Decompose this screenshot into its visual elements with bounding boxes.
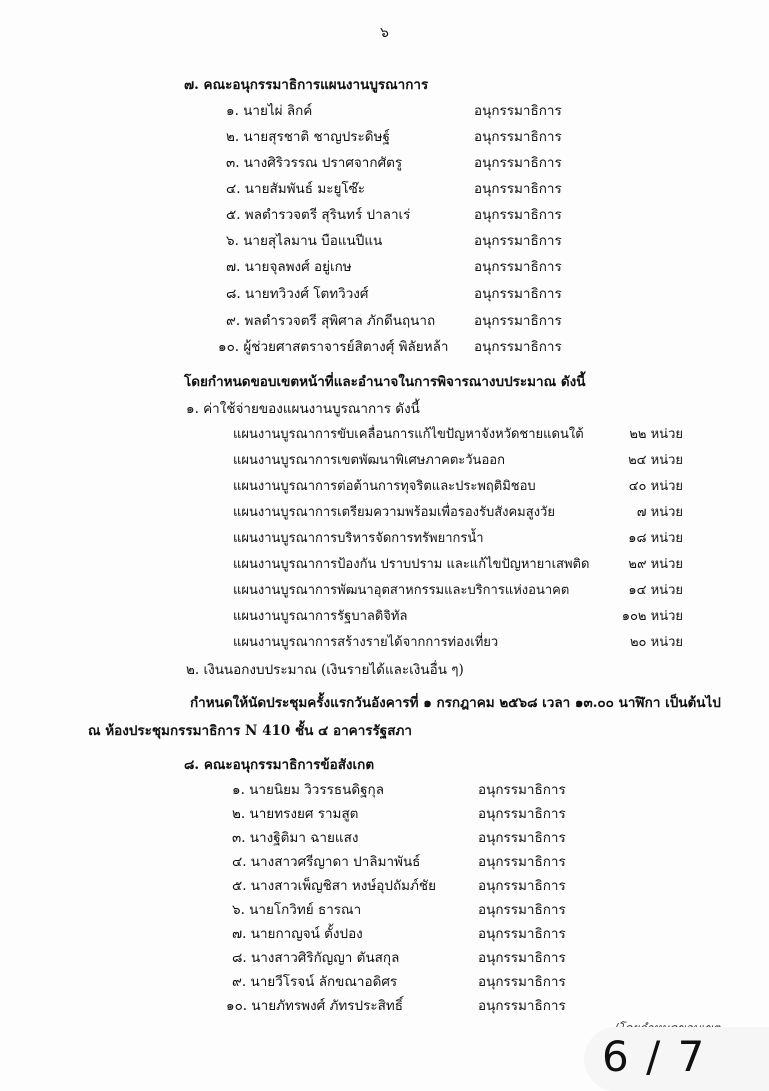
member-name: ๖. นายโกวิทย์ ธารณา bbox=[232, 902, 362, 918]
member-role: อนุกรรมาธิการ bbox=[474, 313, 562, 329]
member-name: ๙. พลตำรวจตรี สุพิศาล ภักดีนฤนาถ bbox=[226, 313, 436, 329]
scope-item-1: ๑. ค่าใช้จ่ายของแผนงานบูรณาการ ดังนี้ bbox=[186, 401, 420, 417]
member-role: อนุกรรมาธิการ bbox=[474, 129, 562, 145]
plan-units: ๒๐ หน่วย bbox=[629, 635, 683, 650]
plan-name: แผนงานบูรณาการเขตพัฒนาพิเศษภาคตะวันออก bbox=[233, 453, 505, 468]
section7-title: ๗. คณะอนุกรรมาธิการแผนงานบูรณาการ bbox=[184, 77, 429, 93]
member-name: ๙. นายวีโรจน์ ลักขณาอดิศร bbox=[232, 974, 398, 990]
member-name: ๓. นางศิริวรรณ ปราศจากศัตรู bbox=[226, 155, 403, 171]
section8-title: ๘. คณะอนุกรรมาธิการข้อสังเกต bbox=[184, 757, 375, 773]
member-name: ๖. นายสุไลมาน บือแนปีแน bbox=[226, 233, 383, 249]
plan-units: ๒๒ หน่วย bbox=[629, 427, 683, 442]
member-role: อนุกรรมาธิการ bbox=[474, 233, 562, 249]
member-name: ๗. นายจุลพงศ์ อยู่เกษ bbox=[226, 259, 352, 275]
plan-name: แผนงานบูรณาการขับเคลื่อนการแก้ไขปัญหาจังหวัดชายแดนใต้ bbox=[233, 427, 584, 442]
plan-units: ๗ หน่วย bbox=[636, 505, 683, 520]
member-name: ๕. นางสาวเพ็ญชิสา หงษ์อุปถัมภ์ชัย bbox=[232, 878, 437, 894]
member-name: ๘. นางสาวศิริกัญญา ตันสกุล bbox=[232, 950, 400, 966]
member-role: อนุกรรมาธิการ bbox=[478, 806, 566, 822]
member-role: อนุกรรมาธิการ bbox=[478, 782, 566, 798]
member-name: ๑๐. ผู้ช่วยศาสตราจารย์สิตางศุ์ พิลัยหล้า bbox=[218, 339, 449, 355]
page-number: ๖ bbox=[380, 25, 389, 41]
member-name: ๔. นายสัมพันธ์ มะยูโซ๊ะ bbox=[226, 181, 366, 197]
member-role: อนุกรรมาธิการ bbox=[478, 854, 566, 870]
member-name: ๑. นายนิยม วิวรรธนดิฐกุล bbox=[232, 782, 384, 798]
plan-units: ๑๔ หน่วย bbox=[628, 583, 683, 598]
plan-name: แผนงานบูรณาการต่อต้านการทุจริตและประพฤติมิชอบ bbox=[233, 479, 536, 494]
plan-name: แผนงานบูรณาการรัฐบาลดิจิทัล bbox=[233, 609, 408, 624]
member-role: อนุกรรมาธิการ bbox=[478, 998, 566, 1014]
plan-name: แผนงานบูรณาการป้องกัน ปราบปราม และแก้ไขปัญหายาเสพติด bbox=[233, 557, 590, 572]
plan-units: ๒๔ หน่วย bbox=[628, 453, 683, 468]
plan-name: แผนงานบูรณาการสร้างรายได้จากการท่องเที่ยว bbox=[233, 635, 499, 650]
plan-units: ๑๘ หน่วย bbox=[628, 531, 683, 546]
plan-name: แผนงานบูรณาการบริหารจัดการทรัพยากรน้ำ bbox=[233, 531, 484, 546]
scope-heading: โดยกำหนดขอบเขตหน้าที่และอำนาจในการพิจารณางบประมาณ ดังนี้ bbox=[184, 374, 586, 390]
member-role: อนุกรรมาธิการ bbox=[474, 286, 562, 302]
member-role: อนุกรรมาธิการ bbox=[474, 103, 562, 119]
member-role: อนุกรรมาธิการ bbox=[474, 181, 562, 197]
member-name: ๒. นายทรงยศ รามสูต bbox=[232, 806, 359, 822]
scope-item-2: ๒. เงินนอกงบประมาณ (เงินรายได้และเงินอื่น ๆ) bbox=[186, 662, 464, 678]
plan-name: แผนงานบูรณาการเตรียมความพร้อมเพื่อรองรับสังคมสูงวัย bbox=[233, 505, 555, 520]
page-counter: 6 / 7 bbox=[602, 1032, 707, 1081]
plan-units: ๔๐ หน่วย bbox=[628, 479, 683, 494]
member-role: อนุกรรมาธิการ bbox=[474, 259, 562, 275]
meeting-line-1: กำหนดให้นัดประชุมครั้งแรกวันอังคารที่ ๑ กรกฎาคม ๒๕๖๘ เวลา ๑๓.๐๐ นาฬิกา เป็นต้นไป bbox=[190, 695, 721, 711]
member-name: ๕. พลตำรวจตรี สุรินทร์ ปาลาเร่ bbox=[226, 207, 411, 223]
member-name: ๗. นายกาญจน์ ตั้งปอง bbox=[232, 926, 363, 942]
member-name: ๒. นายสุรชาติ ชาญประดิษฐ์ bbox=[226, 129, 390, 145]
member-role: อนุกรรมาธิการ bbox=[474, 207, 562, 223]
member-role: อนุกรรมาธิการ bbox=[478, 950, 566, 966]
member-role: อนุกรรมาธิการ bbox=[478, 902, 566, 918]
plan-name: แผนงานบูรณาการพัฒนาอุตสาหกรรมและบริการแห่งอนาคต bbox=[233, 583, 570, 598]
member-name: ๑. นายไผ่ ลิกค์ bbox=[226, 103, 313, 119]
member-role: อนุกรรมาธิการ bbox=[474, 339, 562, 355]
member-role: อนุกรรมาธิการ bbox=[474, 155, 562, 171]
meeting-line-2: ณ ห้องประชุมกรรมาธิการ N 410 ชั้น ๔ อาคารรัฐสภา bbox=[88, 723, 412, 739]
member-name: ๔. นางสาวศรีญาดา ปาลิมาพันธ์ bbox=[232, 854, 421, 870]
member-role: อนุกรรมาธิการ bbox=[478, 878, 566, 894]
member-name: ๘. นายทวิวงศ์ โตทวิวงศ์ bbox=[226, 286, 369, 302]
plan-units: ๒๙ หน่วย bbox=[628, 557, 683, 572]
plan-units: ๑๐๒ หน่วย bbox=[621, 609, 683, 624]
member-role: อนุกรรมาธิการ bbox=[478, 926, 566, 942]
member-role: อนุกรรมาธิการ bbox=[478, 974, 566, 990]
member-role: อนุกรรมาธิการ bbox=[478, 830, 566, 846]
member-name: ๑๐. นายภัทรพงศ์ ภัทรประสิทธิ์ bbox=[226, 998, 404, 1014]
member-name: ๓. นางฐิติมา ฉายแสง bbox=[232, 830, 359, 846]
